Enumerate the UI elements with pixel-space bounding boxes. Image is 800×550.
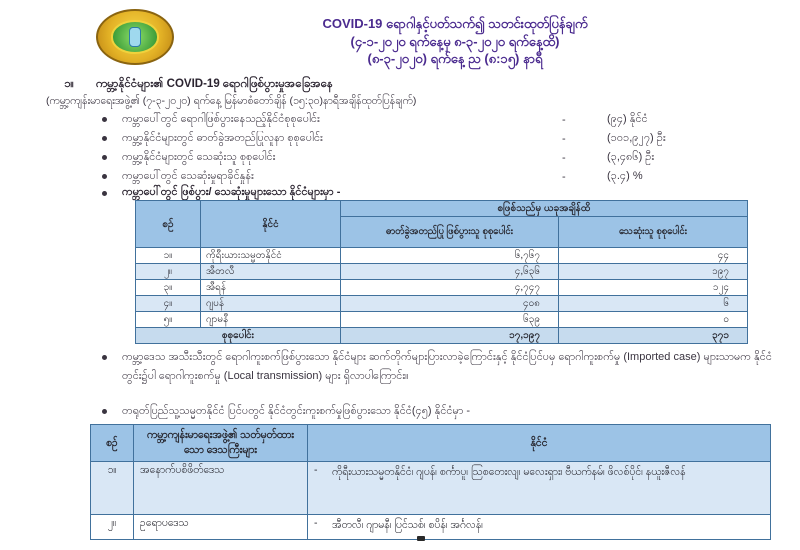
global-stats-list [102, 110, 752, 186]
cell-countries [314, 464, 764, 480]
title-line-3: (၈-၃-၂၀၂၀) ရက်နေ့ ည (၈:၁၅) နာရီ [367, 51, 543, 66]
stat-value: (၃,၄၈၆) ဦး [607, 150, 655, 163]
local-transmission-countries-bullet [102, 402, 772, 421]
stat-label: ကမ္ဘာ့နိုင်ငံများတွင် ဓာတ်ခွဲအတည်ပြုလူနာ စုစုပေါင်း [122, 131, 323, 144]
cell-deaths: ၁၂၄ [559, 280, 748, 296]
cell-cases: ၄,၇၄၇ [341, 280, 559, 296]
stat-dash: - [562, 151, 566, 164]
table-row [136, 248, 748, 264]
title-line-1: COVID-19 ရောဂါနှင့်ပတ်သက်၍ သတင်းထုတ်ပြန်ချက် [322, 16, 588, 31]
table-row [136, 264, 748, 280]
cell-no: ၂။ [91, 515, 134, 540]
cell-no: ၁။ [136, 248, 201, 264]
cell-no: ၃။ [136, 280, 201, 296]
cell-no: ၂။ [136, 264, 201, 280]
stat-dash: - [562, 132, 566, 145]
cell-no: ၅။ [136, 312, 201, 328]
cell-countries [314, 517, 764, 533]
bullet-dot-icon [102, 174, 107, 179]
col-header-region: ကမ္ဘာ့ကျန်းမာရေးအဖွဲ့၏ သတ်မှတ်ထားသော ဒေသကြီးများ [134, 425, 308, 462]
table-row [91, 462, 771, 515]
bullet-dot-icon [102, 155, 107, 160]
section-subheading: (ကမ္ဘာ့ကျန်းမာရေးအဖွဲ့၏ (၇-၃-၂၀၂၀) ရက်နေ့ မြန်မာစံတော်ချိန် (၁၅:၃၀)နာရီအချိန်ထုတ်ပြန်ချက်) [46, 95, 417, 107]
col-header-no: စဉ် [91, 425, 134, 462]
section-number: ၁။ [64, 78, 74, 90]
cell-country: ကိုရီးယားသမ္မတနိုင်ငံ [201, 248, 341, 264]
countries-list: အီတလီ၊ ဂျာမနီ၊ ပြင်သစ်၊ စပိန်၊ အင်္ဂလန်၊ [332, 519, 483, 531]
cell-region: အနောက်ပစိဖိတ်ဒေသ [134, 462, 308, 515]
seal-center-emblem-icon [129, 27, 141, 47]
stat-dash: - [562, 170, 566, 183]
title-line-2: (၄-၁-၂၀၂၀ ရက်နေ့မှ ၈-၃-၂၀၂၀ ရက်နေ့ထိ) [350, 33, 560, 49]
page-mark-dot [417, 536, 425, 541]
total-label: စုစုပေါင်း [136, 328, 341, 344]
cell-deaths: ၆ [559, 296, 748, 312]
table-row [136, 296, 748, 312]
cell-no: ၁။ [91, 462, 134, 515]
top-countries-table [135, 200, 748, 344]
section-heading-line [64, 76, 333, 93]
document-title [180, 15, 730, 68]
transmission-note-bullet [102, 348, 772, 386]
table-row [91, 515, 771, 540]
stat-row-countries [102, 110, 752, 129]
table1-header-row-1 [136, 201, 748, 217]
cell-region: ဥရောပဒေသ [134, 515, 308, 540]
cell-deaths: ၁၉၇ [559, 264, 748, 280]
seal-outer-ring [96, 9, 174, 65]
bullet-dot-icon [102, 117, 107, 122]
cell-deaths: ၄၄ [559, 248, 748, 264]
transmission-note-text: ကမ္ဘာ့ဒေသ အသီးသီးတွင် ရောဂါကူးစက်ဖြစ်ပွားသော နိုင်ငံများ ဆက်တိုက်များပြားလာခဲ့ကြောင်းနှင့် နိုင်ငံပြင်ပမှ ရောဂါကူးစက်မှု (Imported case) များသာမက နိုင်ငံတွင်း၌ပါ ရောဂါကူးစက်မှု (Local transmission) များ ရှိလာပါကြောင်း။ [122, 351, 772, 382]
ministry-seal-logo [96, 9, 174, 65]
stat-row-death-rate [102, 167, 752, 186]
bullet-dot-icon [102, 409, 107, 414]
who-regions-table [90, 424, 771, 540]
cell-cases: ၆,၇၆၇ [341, 248, 559, 264]
col-header-since-start: စဖြစ်သည်မှ ယခုအချိန်ထိ [341, 201, 748, 217]
cell-cases: ၄,၆၃၆ [341, 264, 559, 280]
table1-intro-bullet [102, 185, 340, 201]
col-header-cases: ဓာတ်ခွဲအတည်ပြု ဖြစ်ပွားသူ စုစုပေါင်း [341, 217, 559, 248]
dash: - [314, 517, 318, 529]
cell-country: ဂျပန် [201, 296, 341, 312]
cell-cases: ၆၃၉ [341, 312, 559, 328]
total-deaths: ၃၇၁ [559, 328, 748, 344]
table1-total-row [136, 328, 748, 344]
stat-row-confirmed [102, 129, 752, 148]
table1-intro-text: ကမ္ဘာပေါ်တွင် ဖြစ်ပွား/ သေဆုံးမှုများသော နိုင်ငံများမှာ - [122, 186, 341, 198]
stat-value: (၃.၄) % [607, 169, 643, 182]
table2-header-row [91, 425, 771, 462]
bullet-dot-icon [102, 136, 107, 141]
table-row [136, 312, 748, 328]
seal-inner-circle [111, 20, 160, 53]
dash: - [314, 464, 318, 476]
col-header-no: စဉ် [136, 201, 201, 248]
local-transmission-countries-text: တရုတ်ပြည်သူ့သမ္မတနိုင်ငံ ပြင်ပတွင် နိုင်ငံတွင်းကူးစက်မှုဖြစ်ပွားသော နိုင်ငံ(၄၅) နိုင်ငံမှာ - [122, 405, 471, 417]
stat-label: ကမ္ဘာ့နိုင်ငံများတွင် သေဆုံးသူ စုစုပေါင်း [122, 150, 276, 163]
col-header-country: နိုင်ငံ [308, 425, 771, 462]
col-header-country: နိုင်ငံ [201, 201, 341, 248]
col-header-deaths: သေဆုံးသူ စုစုပေါင်း [559, 217, 748, 248]
cell-cases: ၄၀၈ [341, 296, 559, 312]
cell-country: အီရန် [201, 280, 341, 296]
stat-value: (၁၀၁,၉၂၇) ဦး [607, 131, 666, 144]
stat-dash: - [562, 113, 566, 126]
cell-deaths: ၀ [559, 312, 748, 328]
stat-label: ကမ္ဘာပေါ်တွင် သေဆုံးမှုရာခိုင်နှုန်း [122, 169, 254, 182]
total-cases: ၁၇,၁၉၇ [341, 328, 559, 344]
stat-row-deaths [102, 148, 752, 167]
cell-country: အီတလီ [201, 264, 341, 280]
cell-country: ဂျာမနီ [201, 312, 341, 328]
table-row [136, 280, 748, 296]
countries-list: ကိုရီးယားသမ္မတနိုင်ငံ၊ ဂျပန်၊ စင်္ကာပူ၊ ဩစတေးလျ၊ မလေးရှား၊ ဗီယက်နမ်၊ ဖိလစ်ပိုင်၊ နယူးဇီလန် [332, 466, 686, 478]
stat-label: ကမ္ဘာပေါ်တွင် ရောဂါဖြစ်ပွားနေသည့်နိုင်ငံစုစုပေါင်း [122, 112, 320, 125]
bullet-dot-icon [102, 191, 107, 196]
bullet-dot-icon [102, 355, 107, 360]
section-heading: ကမ္ဘာ့နိုင်ငံများ၏ COVID-19 ရောဂါဖြစ်ပွားမှုအခြေအနေ [95, 78, 333, 90]
cell-no: ၄။ [136, 296, 201, 312]
stat-value: (၉၄) နိုင်ငံ [607, 112, 648, 125]
